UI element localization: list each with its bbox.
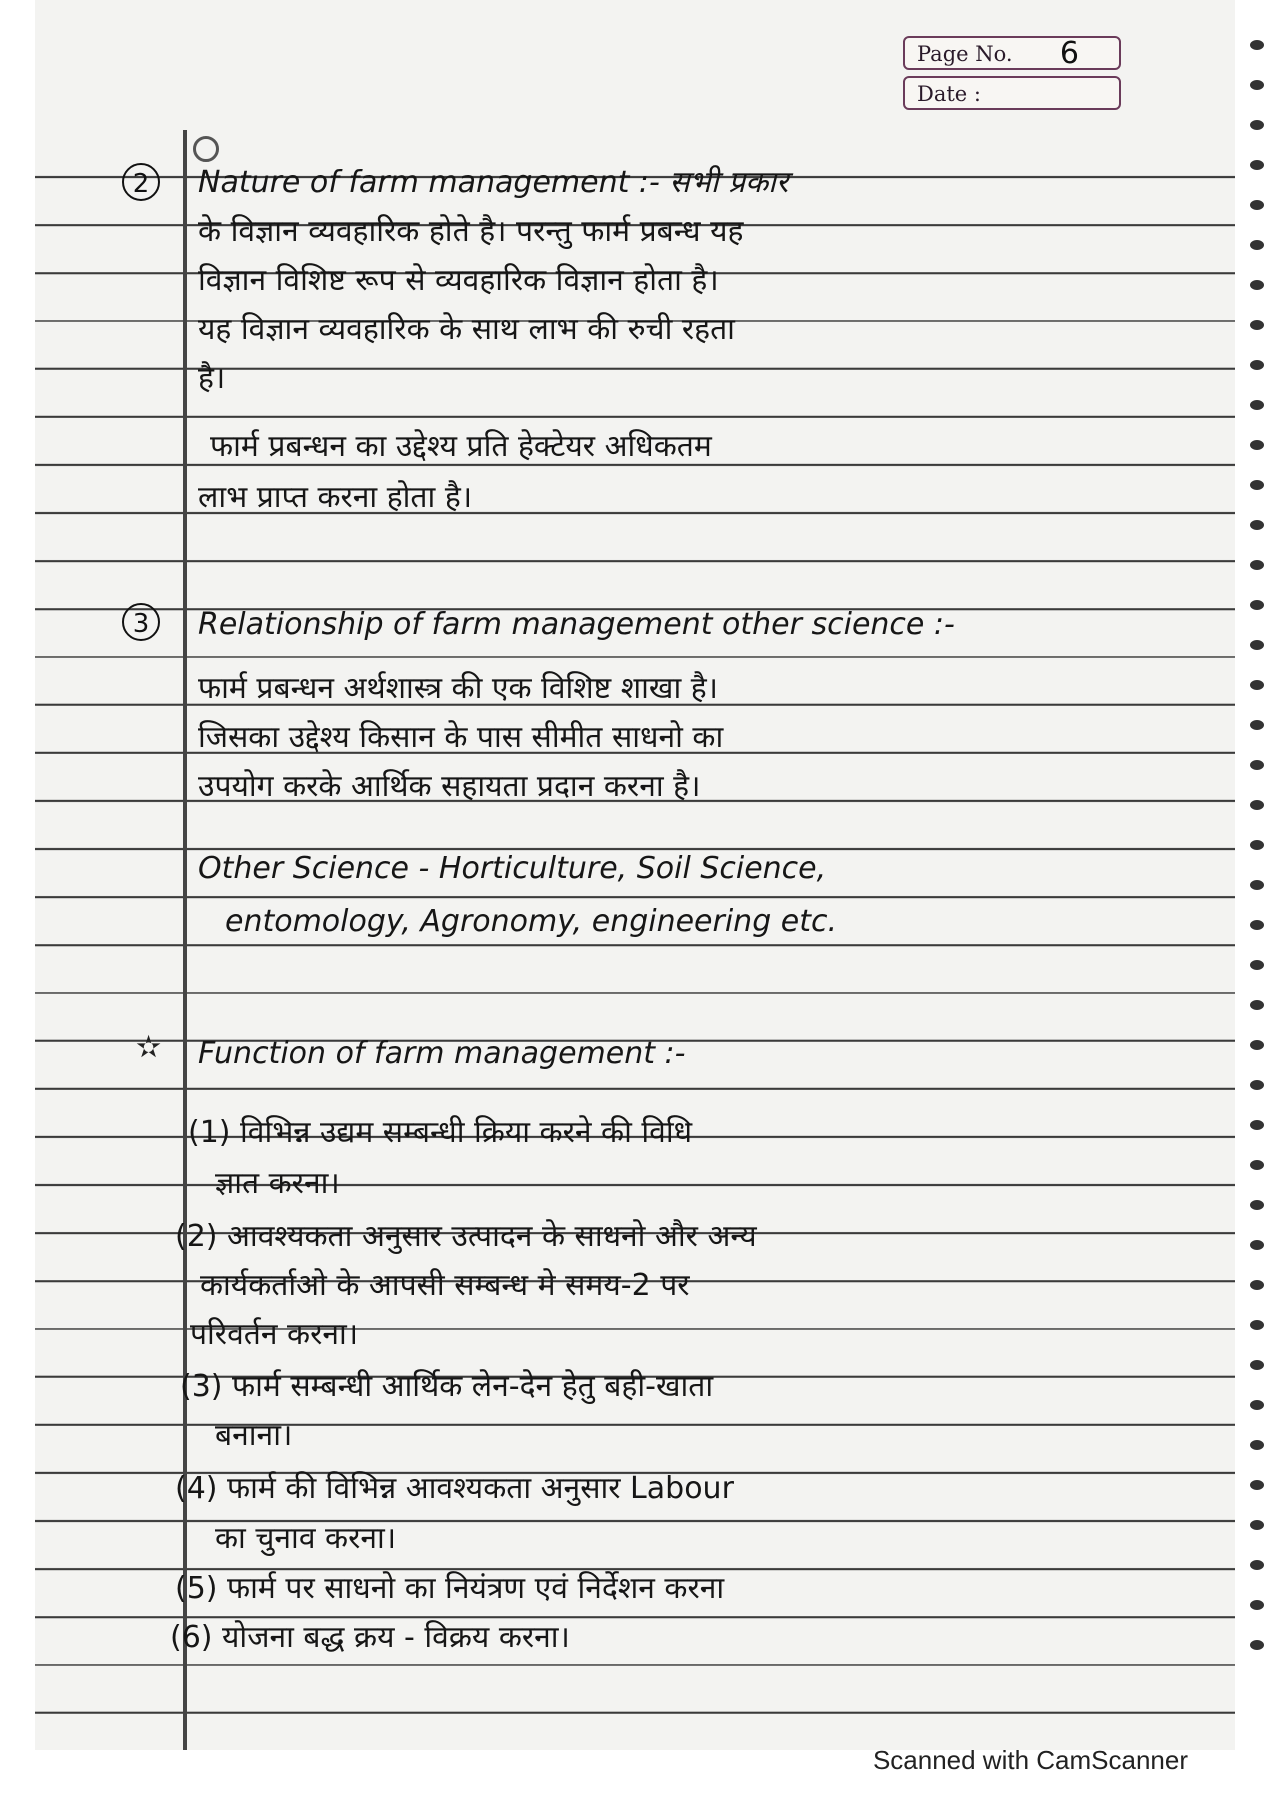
note-line: है। bbox=[198, 361, 226, 396]
star-bullet-icon: ✫ bbox=[136, 1030, 162, 1065]
note-line: उपयोग करके आर्थिक सहायता प्रदान करना है। bbox=[198, 769, 701, 804]
page-no-field bbox=[903, 36, 1121, 70]
function-item-cont: कार्यकर्ताओ के आपसी सम्बन्ध मे समय-2 पर bbox=[200, 1268, 690, 1303]
function-item: (2) आवश्यकता अनुसार उत्पादन के साधनो और अन्य bbox=[175, 1219, 757, 1254]
spiral-hole-icon bbox=[1250, 120, 1264, 130]
spiral-hole-icon bbox=[1250, 1600, 1264, 1610]
spiral-hole-icon bbox=[1250, 360, 1264, 370]
spiral-hole-icon bbox=[1250, 680, 1264, 690]
spiral-hole-icon bbox=[1250, 200, 1264, 210]
spiral-hole-icon bbox=[1250, 1400, 1264, 1410]
spiral-hole-icon bbox=[1250, 960, 1264, 970]
function-item: (3) फार्म सम्बन्धी आर्थिक लेन-देन हेतु बही-खाता bbox=[180, 1369, 714, 1404]
spiral-hole-icon bbox=[1250, 1560, 1264, 1570]
spiral-hole-icon bbox=[1250, 1000, 1264, 1010]
spiral-hole-icon bbox=[1250, 160, 1264, 170]
spiral-hole-icon bbox=[1250, 40, 1264, 50]
function-item-cont: परिवर्तन करना। bbox=[190, 1317, 359, 1352]
spiral-hole-icon bbox=[1250, 320, 1264, 330]
spiral-hole-icon bbox=[1250, 520, 1264, 530]
section-heading-function: Function of farm management :- bbox=[198, 1036, 686, 1071]
section-heading-nature: Nature of farm management :- सभी प्रकार bbox=[198, 165, 789, 200]
page-no-label: Page No. bbox=[917, 42, 1013, 66]
function-item: (5) फार्म पर साधनो का नियंत्रण एवं निर्देशन करना bbox=[175, 1571, 725, 1606]
date-field bbox=[903, 76, 1121, 110]
spiral-hole-icon bbox=[1250, 840, 1264, 850]
spiral-hole-icon bbox=[1250, 1040, 1264, 1050]
spiral-hole-icon bbox=[1250, 1320, 1264, 1330]
spiral-hole-icon bbox=[1250, 80, 1264, 90]
spiral-binding bbox=[1234, 40, 1270, 1700]
spiral-hole-icon bbox=[1250, 720, 1264, 730]
spiral-hole-icon bbox=[1250, 1440, 1264, 1450]
spiral-hole-icon bbox=[1250, 240, 1264, 250]
function-item-cont: बनाना। bbox=[215, 1418, 293, 1453]
spiral-hole-icon bbox=[1250, 440, 1264, 450]
note-line: लाभ प्राप्त करना होता है। bbox=[198, 480, 473, 515]
spiral-hole-icon bbox=[1250, 1160, 1264, 1170]
function-item: (4) फार्म की विभिन्न आवश्यकता अनुसार Labour bbox=[175, 1471, 734, 1506]
spiral-hole-icon bbox=[1250, 920, 1264, 930]
spiral-hole-icon bbox=[1250, 480, 1264, 490]
note-line-other-science: Other Science - Horticulture, Soil Science, bbox=[198, 851, 827, 886]
function-item-cont: ज्ञात करना। bbox=[215, 1166, 340, 1201]
note-line: जिसका उद्देश्य किसान के पास सीमीत साधनो का bbox=[198, 720, 724, 755]
spiral-hole-icon bbox=[1250, 280, 1264, 290]
note-line: फार्म प्रबन्धन अर्थशास्त्र की एक विशिष्ट शाखा है। bbox=[198, 671, 719, 706]
page-header-box bbox=[903, 36, 1121, 112]
spiral-hole-icon bbox=[1250, 1360, 1264, 1370]
spiral-hole-icon bbox=[1250, 1640, 1264, 1650]
note-line-other-science-list: entomology, Agronomy, engineering etc. bbox=[225, 904, 838, 939]
function-item-cont: का चुनाव करना। bbox=[215, 1521, 397, 1556]
section-heading-relationship: Relationship of farm management other science :- bbox=[198, 607, 955, 642]
spiral-hole-icon bbox=[1250, 1240, 1264, 1250]
note-line: विज्ञान विशिष्ट रूप से व्यवहारिक विज्ञान होता है। bbox=[198, 263, 719, 298]
spiral-hole-icon bbox=[1250, 800, 1264, 810]
spiral-hole-icon bbox=[1250, 1280, 1264, 1290]
page-no-value: 6 bbox=[1059, 36, 1079, 71]
date-label: Date : bbox=[917, 82, 981, 106]
spiral-hole-icon bbox=[1250, 1480, 1264, 1490]
spiral-hole-icon bbox=[1250, 760, 1264, 770]
spiral-hole-icon bbox=[1250, 1520, 1264, 1530]
section-number-badge: 2 bbox=[122, 163, 160, 201]
spiral-hole-icon bbox=[1250, 560, 1264, 570]
section-number-badge: 3 bbox=[122, 603, 160, 641]
spiral-hole-icon bbox=[1250, 400, 1264, 410]
function-item: (1) विभिन्न उद्यम सम्बन्धी क्रिया करने की विधि bbox=[188, 1115, 693, 1150]
spiral-hole-icon bbox=[1250, 1200, 1264, 1210]
note-line: के विज्ञान व्यवहारिक होते है। परन्तु फार्म प्रबन्ध यह bbox=[198, 214, 744, 249]
scanner-watermark: Scanned with CamScanner bbox=[872, 1745, 1188, 1775]
spiral-hole-icon bbox=[1250, 600, 1264, 610]
note-line: यह विज्ञान व्यवहारिक के साथ लाभ की रुची रहता bbox=[198, 312, 735, 347]
note-line: फार्म प्रबन्धन का उद्देश्य प्रति हेक्टेयर अधिकतम bbox=[210, 429, 712, 464]
spiral-hole-icon bbox=[1250, 640, 1264, 650]
function-item: (6) योजना बद्ध क्रय - विक्रय करना। bbox=[170, 1620, 570, 1655]
spiral-hole-icon bbox=[1250, 880, 1264, 890]
spiral-hole-icon bbox=[1250, 1120, 1264, 1130]
spiral-hole-icon bbox=[1250, 1080, 1264, 1090]
